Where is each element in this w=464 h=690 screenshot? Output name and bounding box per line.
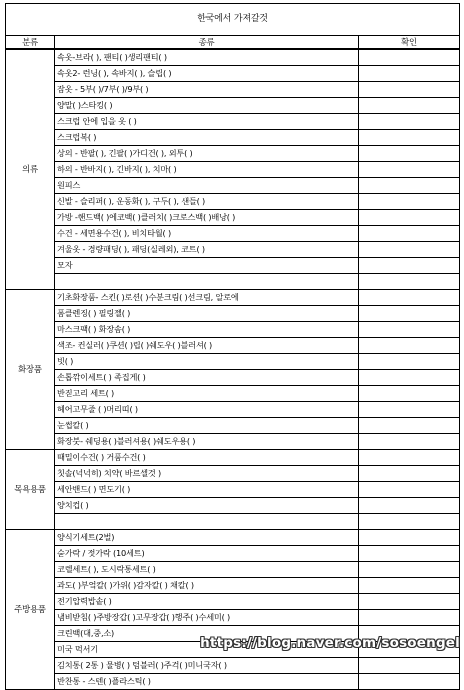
table-row	[6, 290, 460, 306]
item-cell: 코렐세트( ), 도시락통세트( )	[55, 562, 359, 578]
table-row	[6, 610, 460, 626]
item-cell	[55, 274, 359, 290]
check-cell[interactable]	[359, 290, 460, 306]
table-row	[6, 194, 460, 210]
check-cell[interactable]	[359, 578, 460, 594]
item-cell: 속옷-브라( ), 팬티( )생리팬티( )	[55, 49, 359, 66]
category-cell: 화장품	[6, 290, 55, 450]
item-cell: 수건 - 세면용수건( ), 비치타월( )	[55, 226, 359, 242]
table-row	[6, 98, 460, 114]
check-cell[interactable]	[359, 402, 460, 418]
item-cell: 하의 - 반바지( ), 긴바지( ), 치마( )	[55, 162, 359, 178]
table-row	[6, 146, 460, 162]
item-cell: 크린백(대,중,소)	[55, 626, 359, 642]
check-cell[interactable]	[359, 562, 460, 578]
item-cell: 숟가락 / 젓가락 (10세트)	[55, 546, 359, 562]
item-cell: 마스크팩( ) 화장솜( )	[55, 322, 359, 338]
check-cell[interactable]	[359, 482, 460, 498]
table-row	[6, 306, 460, 322]
table-row	[6, 130, 460, 146]
item-cell: 스크럽 안에 입을 옷 ( )	[55, 114, 359, 130]
item-cell: 반짇고리 세트( )	[55, 386, 359, 402]
item-cell: 기초화장품- 스킨( )로션( )수분크림( )선크림, 알로에	[55, 290, 359, 306]
table-row	[6, 82, 460, 98]
item-cell: 양치컵( )	[55, 498, 359, 514]
category-cell: 주방용품	[6, 530, 55, 690]
item-cell: 세안밴드( ) 면도기( )	[55, 482, 359, 498]
check-cell[interactable]	[359, 450, 460, 466]
table-row	[6, 498, 460, 514]
check-cell[interactable]	[359, 386, 460, 402]
document-title: 한국에서 가져갈것	[6, 4, 460, 36]
category-cell: 목욕용품	[6, 450, 55, 530]
check-cell[interactable]	[359, 242, 460, 258]
item-cell: 원피스	[55, 178, 359, 194]
item-cell: 양식기세트(2벌)	[55, 530, 359, 546]
table-row	[6, 482, 460, 498]
table-row	[6, 578, 460, 594]
check-cell[interactable]	[359, 178, 460, 194]
table-row	[6, 162, 460, 178]
packing-checklist-table	[5, 3, 460, 690]
check-cell[interactable]	[359, 146, 460, 162]
check-cell[interactable]	[359, 274, 460, 290]
table-row	[6, 530, 460, 546]
check-cell[interactable]	[359, 82, 460, 98]
header-row	[6, 36, 460, 50]
check-cell[interactable]	[359, 49, 460, 66]
header-item: 종류	[55, 36, 359, 50]
table-row	[6, 514, 460, 530]
table-row	[6, 338, 460, 354]
item-cell: 빗( )	[55, 354, 359, 370]
check-cell[interactable]	[359, 546, 460, 562]
header-category: 분류	[6, 36, 55, 50]
check-cell[interactable]	[359, 354, 460, 370]
item-cell: 속옷2- 런닝( ), 속바지( ), 슬립( )	[55, 66, 359, 82]
check-cell[interactable]	[359, 162, 460, 178]
table-row	[6, 258, 460, 274]
item-cell: 잠옷 - 5부( )/7부( )/9부( )	[55, 82, 359, 98]
check-cell[interactable]	[359, 674, 460, 690]
table-row	[6, 594, 460, 610]
table-row	[6, 418, 460, 434]
item-cell: 모자	[55, 258, 359, 274]
table-row	[6, 49, 460, 66]
item-cell: 과도( )부엌칼( )가위( )감자칼( ) 채칼( )	[55, 578, 359, 594]
item-cell: 반찬통 - 스텐( )플라스틱( )	[55, 674, 359, 690]
item-cell: 상의 - 반팔( ), 긴팔( )가디건( ), 외투( )	[55, 146, 359, 162]
item-cell: 냄비받침( )주방장갑( )고무장갑( )행주( )수세미( )	[55, 610, 359, 626]
item-cell: 스크럽복( )	[55, 130, 359, 146]
table-row	[6, 658, 460, 674]
check-cell[interactable]	[359, 434, 460, 450]
item-cell: 전기압력밥솥( )	[55, 594, 359, 610]
check-cell[interactable]	[359, 258, 460, 274]
check-cell[interactable]	[359, 338, 460, 354]
check-cell[interactable]	[359, 98, 460, 114]
table-row	[6, 178, 460, 194]
check-cell[interactable]	[359, 66, 460, 82]
header-check: 확인	[359, 36, 460, 50]
check-cell[interactable]	[359, 418, 460, 434]
check-cell[interactable]	[359, 194, 460, 210]
item-cell: 손톱깎이세트( ) 족집게( )	[55, 370, 359, 386]
check-cell[interactable]	[359, 530, 460, 546]
item-cell: 눈썹칼( )	[55, 418, 359, 434]
item-cell: 헤어고무줄 ( )머리띠( )	[55, 402, 359, 418]
check-cell[interactable]	[359, 594, 460, 610]
title-row	[6, 4, 460, 36]
check-cell[interactable]	[359, 514, 460, 530]
item-cell	[55, 514, 359, 530]
blog-watermark: https://blog.naver.com/sosoengel	[200, 635, 460, 651]
table-row	[6, 66, 460, 82]
table-row	[6, 562, 460, 578]
table-row	[6, 450, 460, 466]
check-cell[interactable]	[359, 466, 460, 482]
item-cell: 신발 - 슬리퍼( ), 운동화( ), 구두( ), 샌들( )	[55, 194, 359, 210]
check-cell[interactable]	[359, 498, 460, 514]
table-row	[6, 370, 460, 386]
table-row	[6, 434, 460, 450]
item-cell: 칫솔(넉넉히) 치약( 바르셀것 )	[55, 466, 359, 482]
check-cell[interactable]	[359, 114, 460, 130]
item-cell: 가방 -핸드백( )에코백( )클러치( )크로스백( )배낭( )	[55, 210, 359, 226]
item-cell: 때밀이수건( ) 거품수건( )	[55, 450, 359, 466]
table-row	[6, 322, 460, 338]
item-cell: 미국 먹서기	[55, 642, 359, 658]
table-row	[6, 674, 460, 690]
item-cell: 색조- 컨실러( )쿠션( )립( )쉐도우( )블러셔( )	[55, 338, 359, 354]
item-cell: 양말( )스타킹( )	[55, 98, 359, 114]
check-cell[interactable]	[359, 322, 460, 338]
table-row	[6, 466, 460, 482]
category-cell: 의류	[6, 49, 55, 290]
table-row	[6, 274, 460, 290]
table-row	[6, 226, 460, 242]
table-row	[6, 546, 460, 562]
check-cell[interactable]	[359, 370, 460, 386]
check-cell[interactable]	[359, 130, 460, 146]
item-cell: 겨울옷 - 경량패딩( ), 패딩(실레외), 코트( )	[55, 242, 359, 258]
table-row	[6, 210, 460, 226]
check-cell[interactable]	[359, 210, 460, 226]
table-row	[6, 114, 460, 130]
table-row	[6, 242, 460, 258]
check-cell[interactable]	[359, 610, 460, 626]
item-cell: 김치통( 2통 ) 물병( ) 텀블러( )주걱( )미니국자( )	[55, 658, 359, 674]
table-row	[6, 402, 460, 418]
check-cell[interactable]	[359, 658, 460, 674]
table-row	[6, 386, 460, 402]
item-cell: 폼클렌징( ) 필링젤( )	[55, 306, 359, 322]
check-cell[interactable]	[359, 226, 460, 242]
item-cell: 화장붓- 쉐딩용( )블러셔용( )쉐도우용( )	[55, 434, 359, 450]
table-row	[6, 354, 460, 370]
check-cell[interactable]	[359, 306, 460, 322]
